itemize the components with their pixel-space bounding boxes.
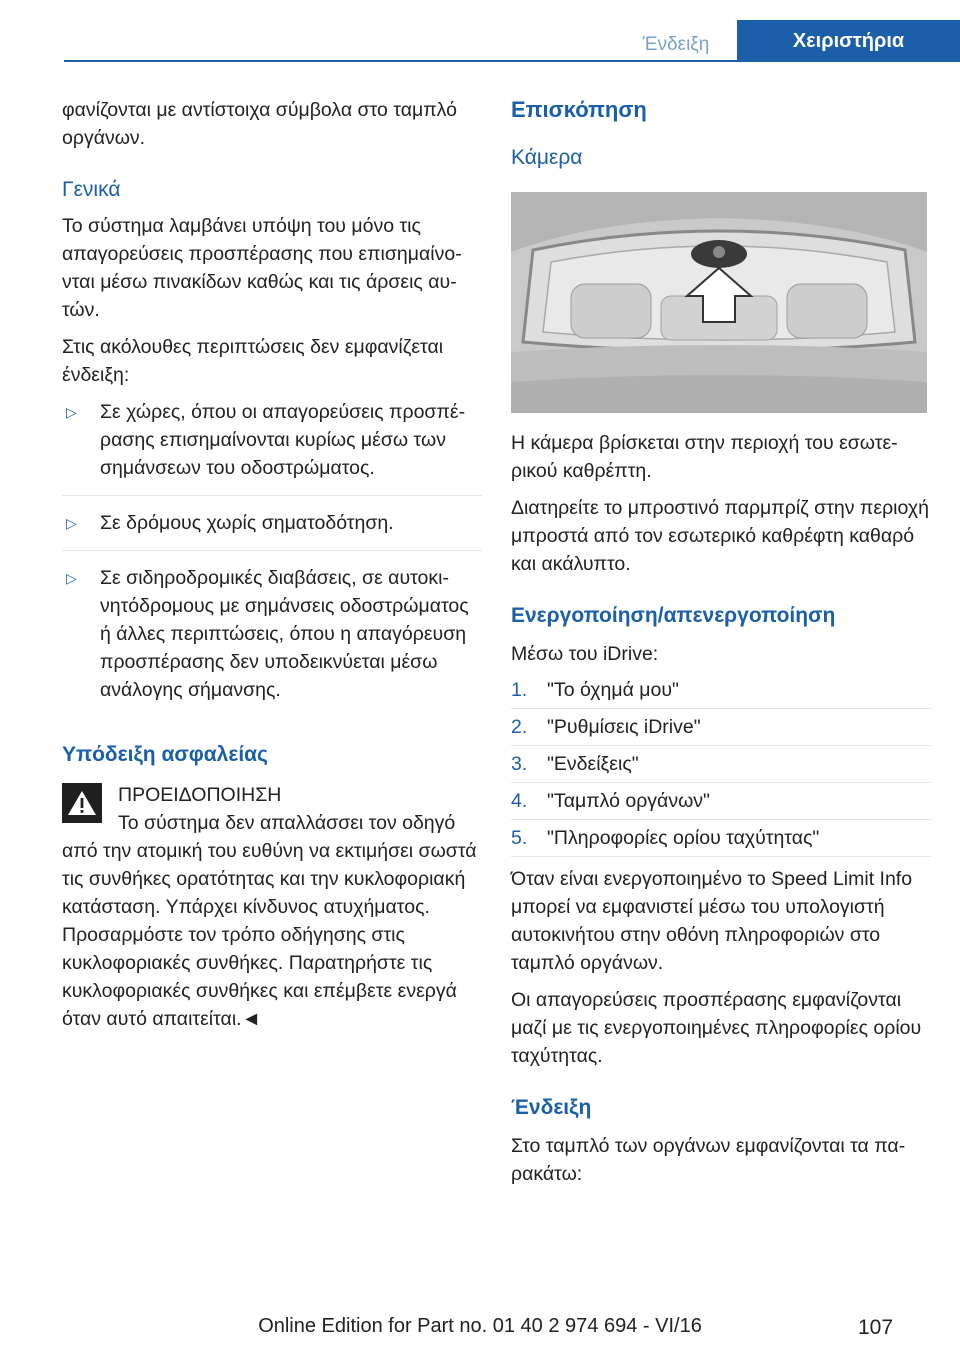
triangle-bullet-icon: ▷ xyxy=(66,404,77,420)
camera-heading: Κάμερα xyxy=(511,146,583,169)
intro-text: φανίζονται με αντίστοιχα σύμβολα στο ταμπλό οργάνων. xyxy=(62,99,457,149)
list-item: 4. "Ταμπλό οργάνων" xyxy=(511,788,931,820)
activation-heading: Ενεργοποίηση/απενεργοποίηση xyxy=(511,604,836,627)
list-item: ▷ Σε σιδηροδρομικές διαβάσεις, σε αυτοκινητόδρομους με σημάνσεις οδοστρώματος ή άλλες περιπτώσεις, όπου η απαγόρευση προσπέρασης δεν υποδεικνύεται μέσω ανάλογης σήμανσης. xyxy=(62,564,482,717)
idrive-steps xyxy=(511,677,931,857)
warning-block xyxy=(62,781,482,1033)
via-idrive-text: Μέσω του iDrive: xyxy=(511,643,659,665)
triangle-bullet-icon: ▷ xyxy=(66,515,77,531)
right-column xyxy=(511,96,931,1197)
camera-paragraph-2: Διατηρείτε το μπροστινό παρμπρίζ στην περιοχή μπροστά από τον εσωτερικό καθρέφτη καθαρό και ακάλυπτο. xyxy=(511,497,929,575)
after-paragraph-2: Οι απαγορεύσεις προσπέρασης εμφανίζονται μαζί με τις ενεργοποιημένες πληροφορίες ορίου ταχύτητας. xyxy=(511,989,922,1067)
general-paragraph-2: Στις ακόλουθες περιπτώσεις δεν εμφανίζεται ένδειξη: xyxy=(62,336,444,386)
camera-paragraph-1: Η κάμερα βρίσκεται στην περιοχή του εσωτερικού καθρέπτη. xyxy=(511,432,898,482)
display-heading: Ένδειξη xyxy=(511,1096,592,1119)
page-number: 107 xyxy=(858,1316,894,1339)
triangle-bullet-icon: ▷ xyxy=(66,570,77,586)
general-paragraph-1: Το σύστημα λαμβάνει υπόψη του μόνο τις απαγορεύσεις προσπέρασης που επισημαίνονται μέσω πινακίδων καθώς και τις άρσεις αυτών. xyxy=(62,215,462,321)
list-item: ▷ Σε χώρες, όπου οι απαγορεύσεις προσπέρασης επισημαίνονται κυρίως μέσω των σημάνσεων του οδοστρώματος. xyxy=(62,398,482,496)
safety-heading: Υπόδειξη ασφαλείας xyxy=(62,743,268,766)
warning-title: ΠΡΟΕΙΔΟΠΟΙΗΣΗ xyxy=(118,784,282,806)
warning-lead: Το σύστημα δεν απαλλάσσει τον οδηγό xyxy=(118,812,456,834)
tab-indication[interactable]: Ένδειξη xyxy=(642,34,710,55)
overview-heading: Επισκόπηση xyxy=(511,97,647,122)
no-display-list xyxy=(62,398,482,717)
general-heading: Γενικά xyxy=(62,178,121,201)
list-item: ▷ Σε δρόμους χωρίς σηματοδότηση. xyxy=(62,509,482,551)
left-column xyxy=(62,96,482,1033)
display-paragraph: Στο ταμπλό των οργάνων εμφανίζονται τα παρακάτω: xyxy=(511,1135,906,1185)
list-item: 1. "Το όχημά μου" xyxy=(511,677,931,709)
warning-triangle-icon xyxy=(62,783,102,823)
list-item: 5. "Πληροφορίες ορίου ταχύτητας" xyxy=(511,825,931,857)
warning-body: από την ατομική του ευθύνη να εκτιμήσει σωστά τις συνθήκες ορατότητας και την κυκλοφοριακή κατάσταση. Υπάρχει κίνδυνος ατυχήματος. Προσαρμόστε τον τρόπο οδήγησης στις κυκλοφοριακές συνθήκες. Παρατηρήστε τις κυκλοφοριακές συνθήκες και επέμβετε ενεργά όταν αυτό απαιτείται.◄ xyxy=(62,840,477,1030)
list-item: 3. "Ενδείξεις" xyxy=(511,751,931,783)
footer-edition: Online Edition for Part no. 01 40 2 974 694 - VI/16 xyxy=(258,1315,702,1337)
list-item: 2. "Ρυθμίσεις iDrive" xyxy=(511,714,931,746)
after-paragraph-1: Όταν είναι ενεργοποιημένο το Speed Limit Info μπορεί να εμφανιστεί μέσω του υπολογιστή αυτοκινήτου στην οθόνη πληροφοριών στο ταμπλό οργάνων. xyxy=(511,868,913,974)
tab-controls[interactable]: Χειριστήρια xyxy=(737,20,960,62)
camera-location-image xyxy=(511,192,927,413)
